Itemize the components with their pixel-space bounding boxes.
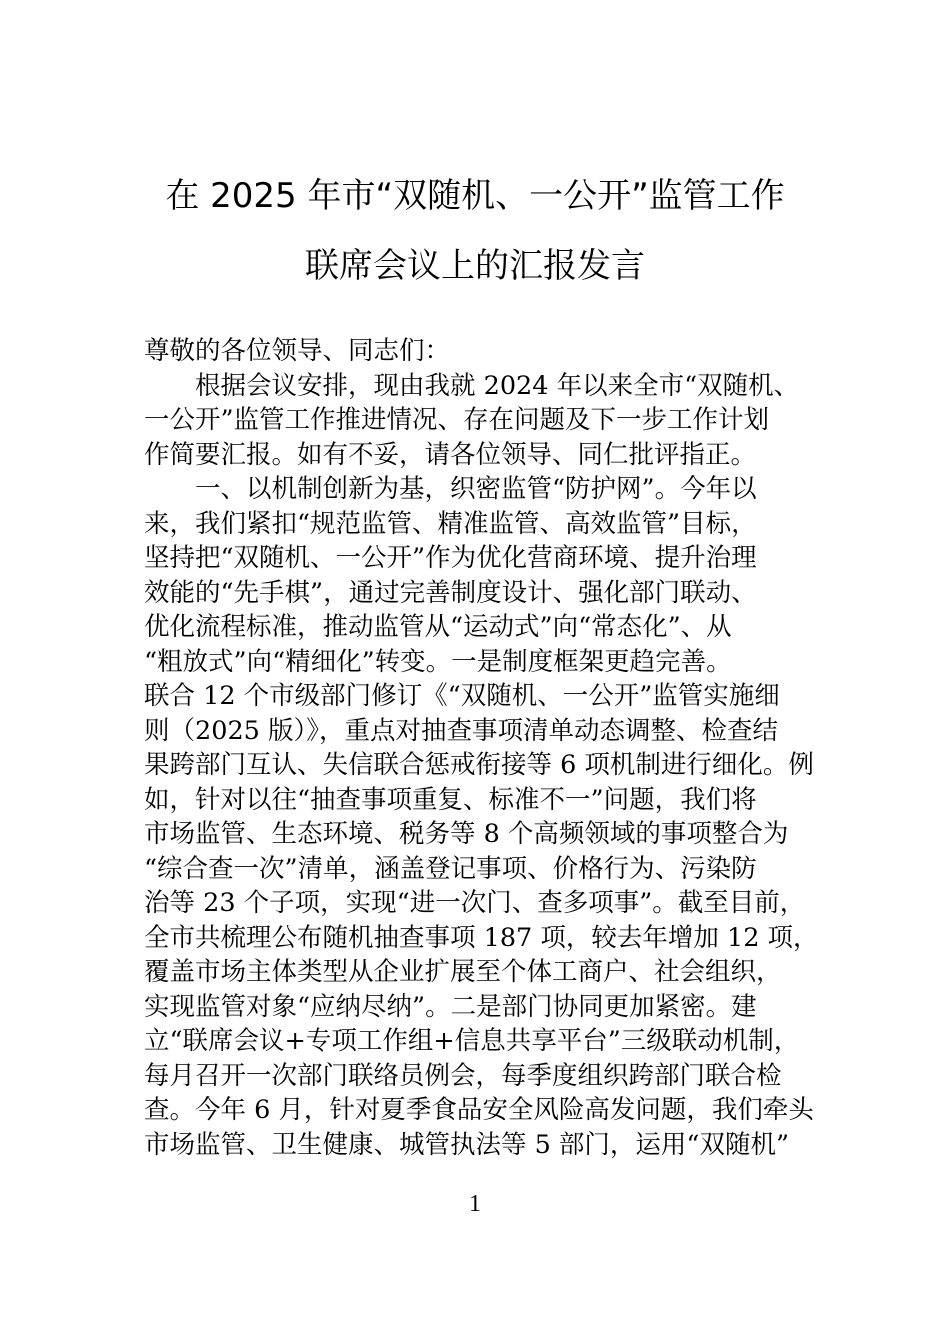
- paragraph-line: 一、以机制创新为基，织密监管“防护网”。今年以: [195, 474, 757, 504]
- paragraph-line: 查。今年 6 月，针对夏季食品安全风险高发问题，我们牵头: [144, 1095, 814, 1125]
- paragraph-line: 立“联席会议+专项工作组+信息共享平台”三级联动机制，: [144, 1026, 800, 1056]
- paragraph-line: 如，针对以往“抽查事项重复、标准不一”问题，我们将: [144, 784, 757, 815]
- paragraph-line: 作简要汇报。如有不妥，请各位领导、同仁批评指正。: [144, 439, 757, 470]
- salutation: 尊敬的各位领导、同志们：: [144, 336, 451, 366]
- paragraph-line: 则（2025 版）》，重点对抽查事项清单动态调整、检查结: [144, 715, 779, 746]
- paragraph-line: 优化流程标准，推动监管从“运动式”向“常态化”、从: [144, 612, 732, 642]
- paragraph-line: 根据会议安排，现由我就 2024 年以来全市“双随机、: [195, 370, 800, 401]
- paragraph-line: 覆盖市场主体类型从企业扩展至个体工商户、社会组织，: [144, 957, 782, 987]
- paragraph-line: 效能的“先手棋”，通过完善制度设计、强化部门联动、: [144, 577, 757, 608]
- document-title-line-1: 在 2025 年市“双随机、一公开”监管工作: [165, 176, 785, 216]
- document-title-line-2: 联席会议上的汇报发言: [305, 246, 645, 286]
- paragraph-line: 坚持把“双随机、一公开”作为优化营商环境、提升治理: [144, 543, 757, 573]
- paragraph-line: “粗放式”向“精细化”转变。一是制度框架更趋完善。: [144, 646, 732, 677]
- paragraph-line: 市场监管、卫生健康、城管执法等 5 部门，运用“双随机”: [144, 1129, 790, 1160]
- paragraph-line: 联合 12 个市级部门修订《“双随机、一公开”监管实施细: [144, 681, 780, 711]
- paragraph-line: 治等 23 个子项，实现“进一次门、查多项事”。截至目前，: [144, 888, 806, 918]
- paragraph-line: 市场监管、生态环境、税务等 8 个高频领域的事项整合为: [144, 819, 789, 849]
- paragraph-line: 一公开”监管工作推进情况、存在问题及下一步工作计划: [144, 405, 770, 435]
- paragraph-line: 每月召开一次部门联络员例会，每季度组织跨部门联合检: [144, 1060, 782, 1091]
- paragraph-line: 来，我们紧扣“规范监管、精准监管、高效监管”目标，: [144, 508, 757, 539]
- paragraph-line: 实现监管对象“应纳尽纳”。二是部门协同更加紧密。建: [144, 991, 757, 1022]
- paragraph-line: 全市共梳理公布随机抽查事项 187 项，较去年增加 12 项，: [144, 922, 819, 953]
- paragraph-line: 果跨部门互认、失信联合惩戒衔接等 6 项机制进行细化。例: [144, 750, 814, 780]
- paragraph-line: “综合查一次”清单，涵盖登记事项、价格行为、污染防: [144, 853, 757, 884]
- page-number: 1: [469, 1191, 481, 1217]
- document-body: [144, 334, 834, 1162]
